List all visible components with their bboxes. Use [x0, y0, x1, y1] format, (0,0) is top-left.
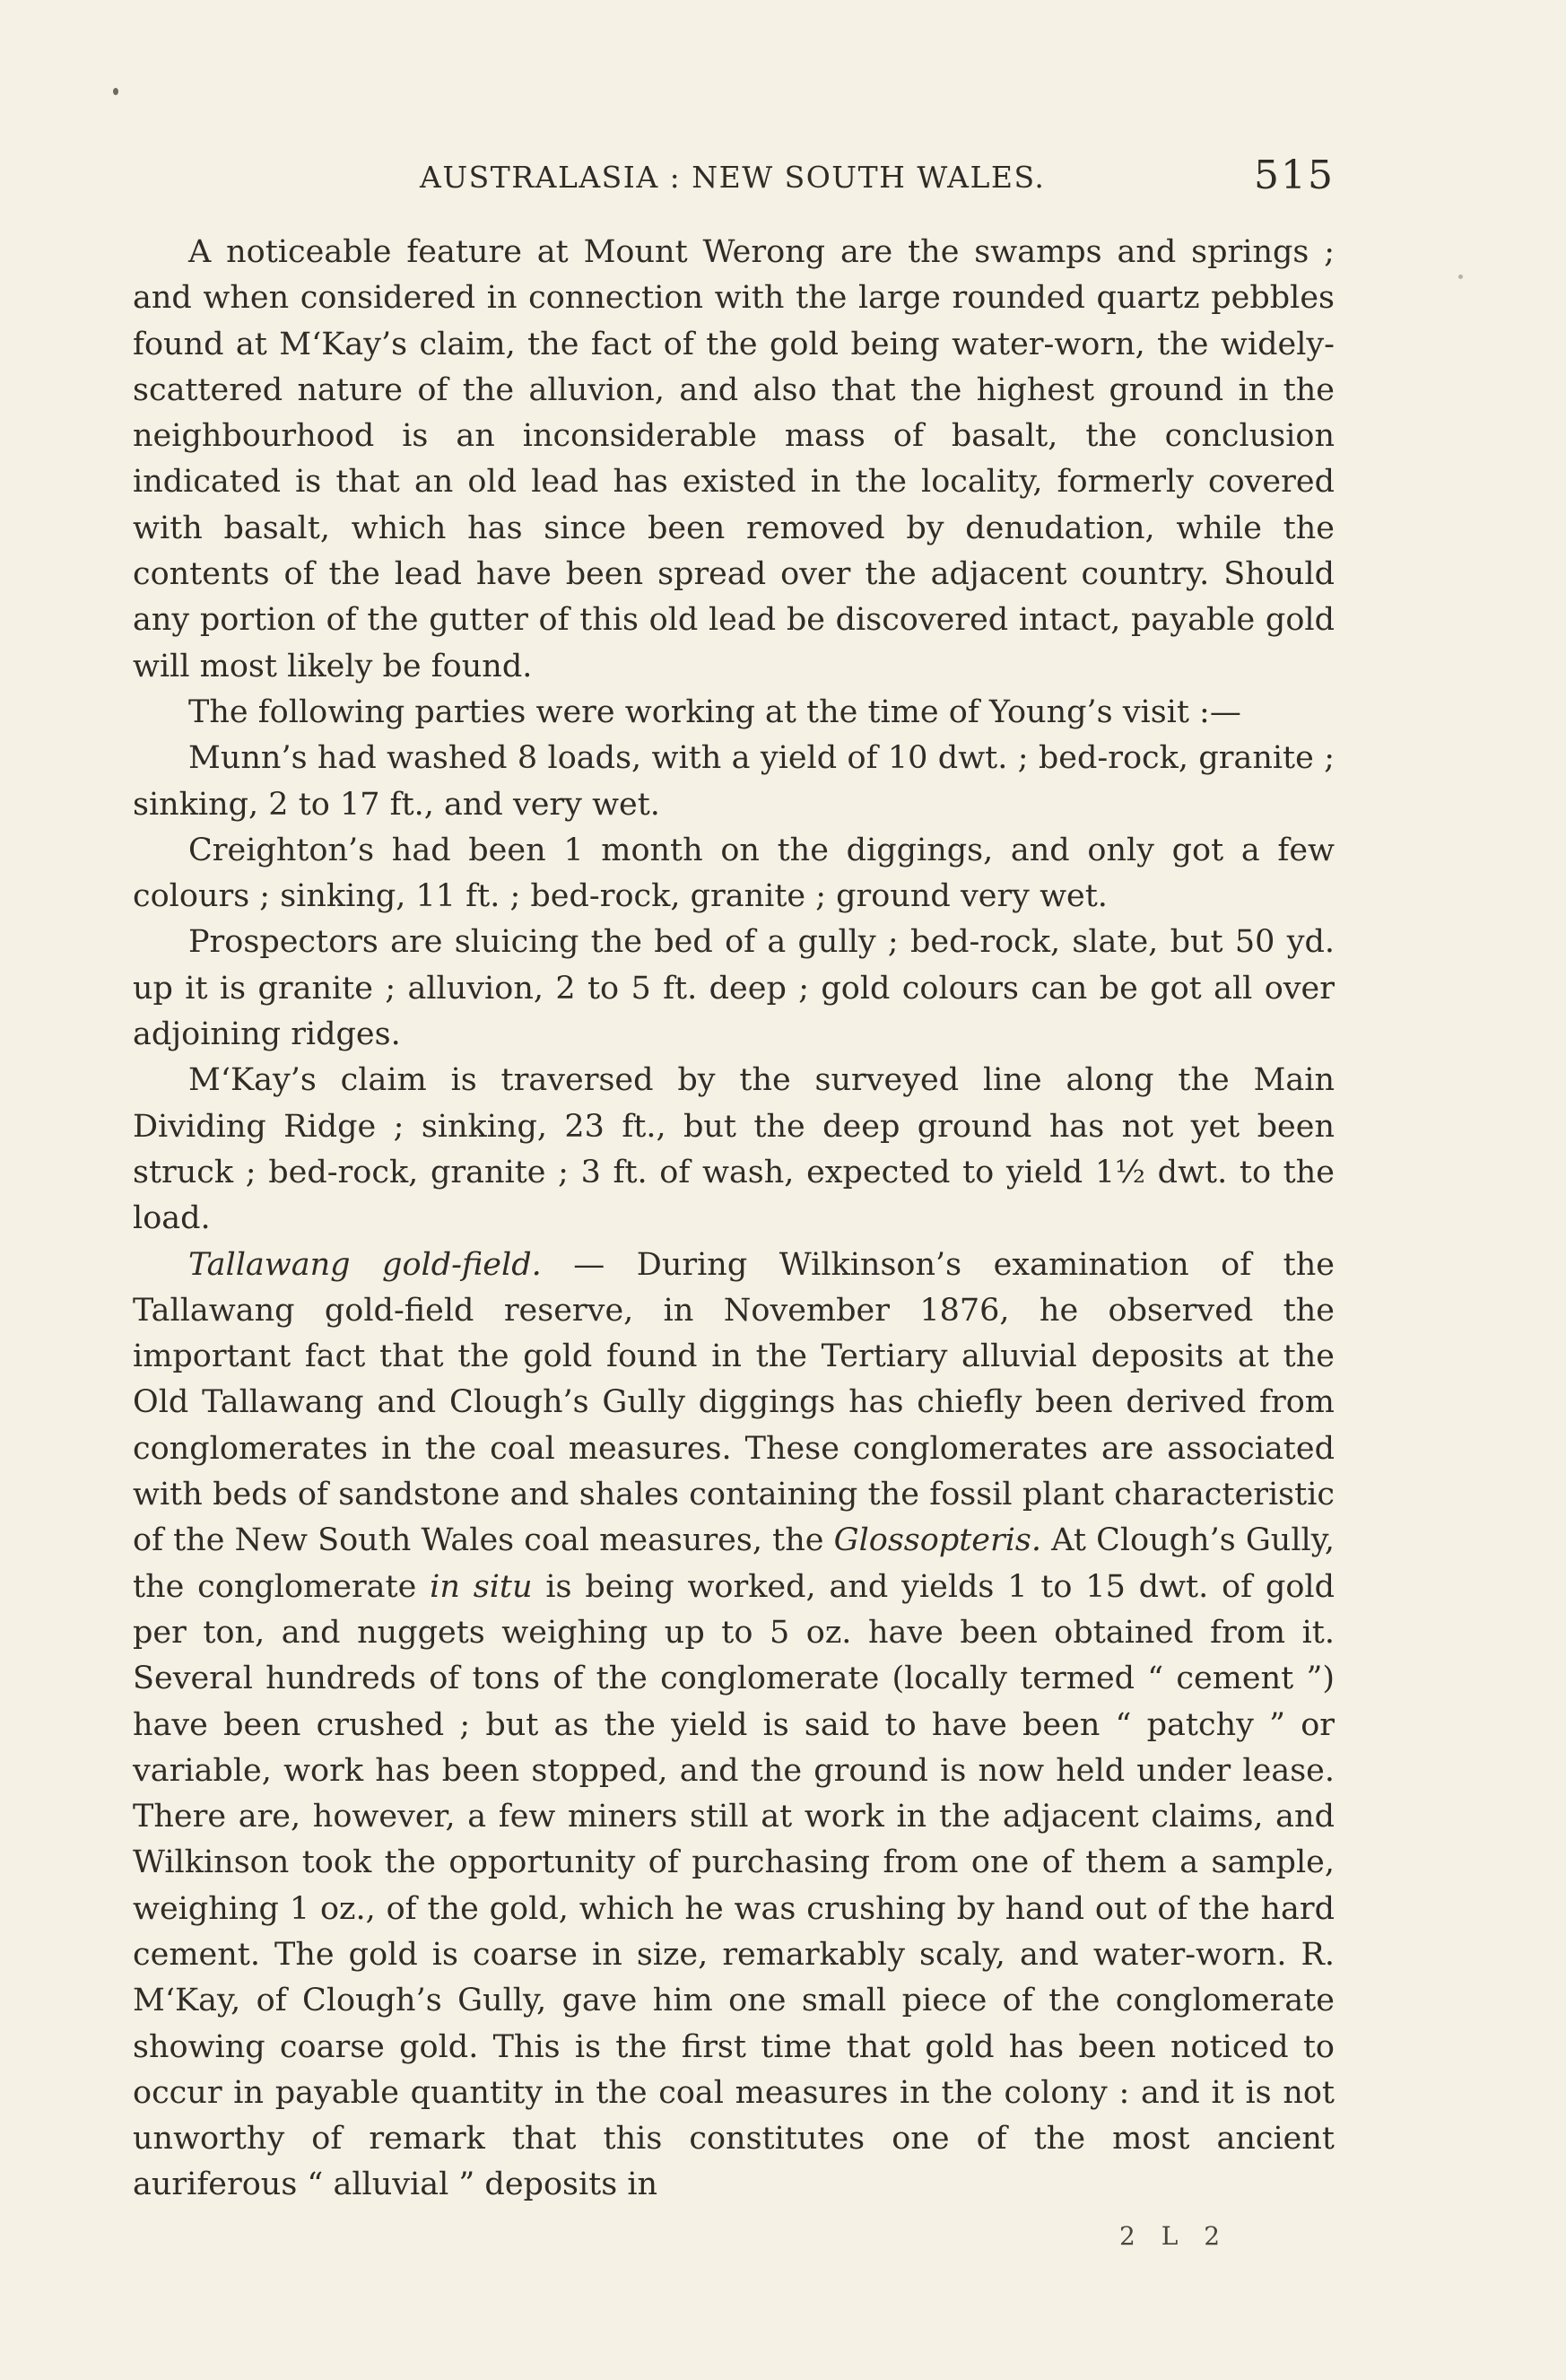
paragraph-munns: Munn’s had washed 8 loads, with a yield of 10 dwt. ; bed-rock, granite ; sinking, 2 to 17 ft., and very wet.	[133, 740, 1335, 823]
page-number: 515	[1254, 153, 1335, 198]
body-text	[133, 230, 1335, 2209]
section-heading-tallawang: Tallawang gold-field.	[188, 1246, 542, 1283]
tallawang-text-3: is being worked, and yields 1 to 15 dwt. of gold per ton, and nuggets weighing up to 5 oz. have been obtained from it. Several hundreds of tons of the conglomerate (locally termed “ cement ”) have been crushed ; but as the yield is said to have been “ patchy ” or variable, work has been stopped, and the ground is now held under lease. There are, however, a few miners still at work in the adjacent claims, and Wilkinson took the opportunity of purchasing from one of them a sample, weighing 1 oz., of the gold, which he was crushing by hand out of the hard cement. The gold is coarse in size, remarkably scaly, and water-worn. R. M‘Kay, of Clough’s Gully, gave him one small piece of the conglomerate showing coarse gold. This is the first time that gold has been noticed to occur in payable quantity in the coal measures in the colony : and it is not unworthy of remark that this constitutes one of the most ancient auriferous “ alluvial ” deposits in	[133, 1568, 1335, 2203]
paragraph-parties-intro: The following parties were working at the time of Young’s visit :—	[188, 693, 1241, 730]
paragraph-mkays-claim: M‘Kay’s claim is traversed by the surveyed line along the Main Dividing Ridge ; sinking, 23 ft., but the deep ground has not yet been struck ; bed-rock, granite ; 3 ft. of wash, expected to yield 1½ dwt. to the load.	[133, 1062, 1335, 1237]
paragraph-tallawang	[133, 1242, 1335, 2209]
signature-mark: 2 L 2	[1119, 2221, 1230, 2251]
ink-speck	[113, 88, 118, 95]
tallawang-text-2: At Clough’s Gully, the conglomerate	[133, 1522, 1335, 1605]
running-title: AUSTRALASIA : NEW SOUTH WALES.	[420, 160, 1046, 195]
running-head	[133, 153, 1335, 203]
paragraph-mount-werong: A noticeable feature at Mount Werong are the swamps and springs ; and when considered in connection with the large rounded quartz pebbles found at M‘Kay’s claim, the fact of the gold being water-worn, the widely-scattered nature of the alluvion, and also that the highest ground in the neighbourhood is an inconsiderable mass of basalt, the conclusion indicated is that an old lead has existed in the locality, formerly covered with basalt, which has since been removed by denudation, while the contents of the lead have been spread over the adjacent country. Should any portion of the gutter of this old lead be discovered intact, payable gold will most likely be found.	[133, 234, 1335, 684]
paragraph-prospectors: Prospectors are sluicing the bed of a gully ; bed-rock, slate, but 50 yd. up it is granite ; alluvion, 2 to 5 ft. deep ; gold colours can be got all over adjoining ridges.	[133, 924, 1335, 1053]
paragraph-creightons: Creighton’s had been 1 month on the diggings, and only got a few colours ; sinking, 11 ft. ; bed-rock, granite ; ground very wet.	[133, 832, 1335, 915]
glossopteris-term: Glossopteris.	[833, 1522, 1042, 1559]
tallawang-text-1: — During Wilkinson’s examination of the Tallawang gold-field reserve, in November 1876, he observed the important fact that the gold found in the Tertiary alluvial deposits at the Old Tallawang and Clough’s Gully diggings has chiefly been derived from conglomerates in the coal measures. These conglomerates are associated with beds of sandstone and shales containing the fossil plant characteristic of the New South Wales coal measures, the	[133, 1246, 1335, 1559]
paper-speck	[1458, 275, 1463, 279]
in-situ-term: in situ	[430, 1568, 533, 1605]
